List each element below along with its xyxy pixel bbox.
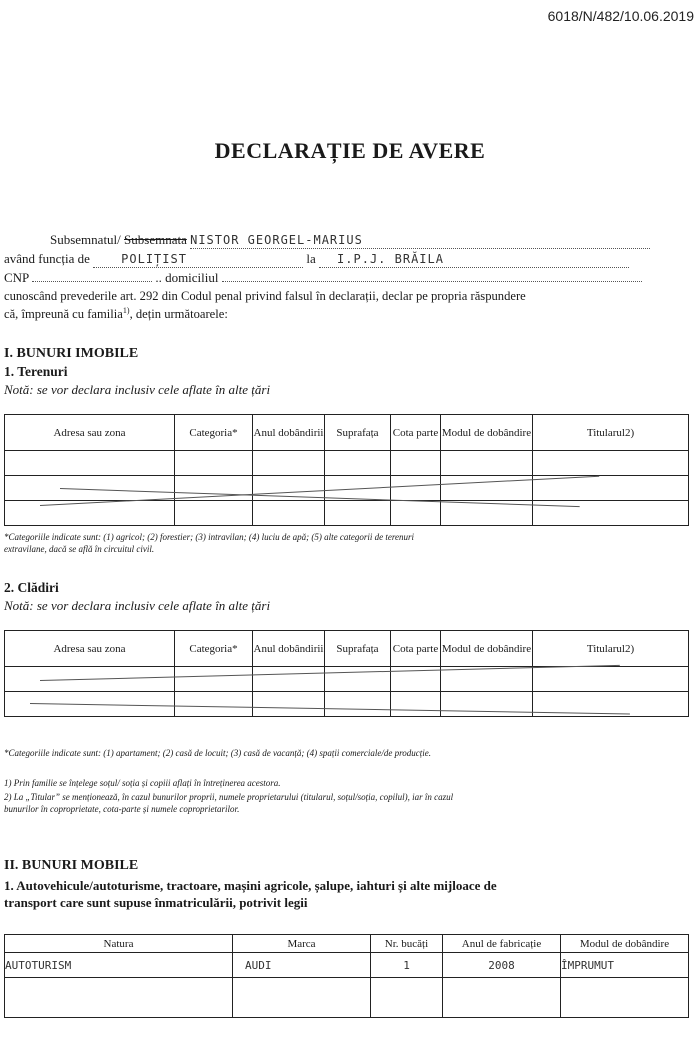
terenuri-header-row [5,415,689,451]
section-1-heading: I. BUNURI IMOBILE [4,346,139,361]
la-value: I.P.J. BRĂILA [337,252,444,266]
cladiri-note: Notă: se vor declara inclusiv cele aflate în alte țări [4,598,271,613]
intro-functia-line [4,251,629,268]
col-anul: Anul dobândirii [253,415,325,451]
an-fabricatie-cell: 2008 [443,953,561,978]
terenuri-footnote-1: *Categoriile indicate sunt: (1) agricol; (2) forestier; (3) intravilan; (4) luciu de apă; (5) alte categorii de terenuri [4,532,414,542]
la-field [319,251,629,268]
terenuri-heading: 1. Terenuri [4,364,68,379]
cladiri-header-row [5,631,689,667]
cladiri-footnote: *Categoriile indicate sunt: (1) apartament; (2) casă de locuit; (3) casă de vacanță; (4) spații comerciale/de producție. [4,748,431,758]
mod-dobandire-cell: ÎMPRUMUT [561,953,689,978]
subsemnatul-label: Subsemnatul/ [50,232,121,247]
name-value: NISTOR GEORGEL-MARIUS [190,233,363,247]
col-nr-bucati: Nr. bucăți [371,935,443,953]
col-suprafata: Suprafața [325,415,391,451]
domiciliul-field [222,281,642,282]
col-titularul: Titularul2) [533,631,689,667]
functia-field [93,251,303,268]
col-titularul: Titularul2) [533,415,689,451]
intro-text-line-2 [4,306,228,322]
marca-cell: AUDI [233,953,371,978]
table-row [5,501,689,526]
col-cota: Cota parte [391,415,441,451]
footnote-marker-1: 1) [122,306,130,315]
terenuri-footnote-2: extravilane, dacă se află în circuitul civil. [4,544,155,554]
col-suprafata: Suprafața [325,631,391,667]
intro-cnp-line [4,270,642,286]
table-row [5,978,689,1018]
functia-value: POLIȚIST [121,252,187,266]
section-2-heading: II. BUNURI MOBILE [4,858,139,873]
terenuri-note: Notă: se vor declara inclusiv cele aflate în alte țări [4,382,271,397]
intro-text-part: că, împreună cu familia [4,307,123,322]
col-anul: Anul dobândirii [253,631,325,667]
terenuri-table [4,414,689,526]
domiciliul-label: .. domiciliul [155,270,219,285]
col-categoria: Categoria* [175,415,253,451]
natura-cell: AUTOTURISM [5,953,233,978]
col-adresa: Adresa sau zona [5,415,175,451]
intro-text-end: , dețin următoarele: [129,307,228,322]
col-modul-dobandire: Modul de dobândire [561,935,689,953]
intro-text-line-1: cunoscând prevederile art. 292 din Codul penal privind falsul în declarații, declar pe propria răspundere [4,289,526,303]
col-modul: Modul de dobândire [441,631,533,667]
document-reference-number: 6018/N/482/10.06.2019 [547,8,694,24]
intro-name-line [50,232,650,249]
vehicles-header-row [5,935,689,953]
col-anul-fabricatie: Anul de fabricație [443,935,561,953]
col-modul: Modul de dobândire [441,415,533,451]
col-categoria: Categoria* [175,631,253,667]
col-natura: Natura [5,935,233,953]
cnp-label: CNP [4,270,29,285]
vehicles-heading-1: 1. Autovehicule/autoturisme, tractoare, mașini agricole, șalupe, iahturi și alte mijloace de [4,878,497,893]
table-row [5,451,689,476]
subsemnata-label: Subsemnata [124,232,187,247]
la-label: la [306,251,316,266]
functia-label: având funcția de [4,251,90,266]
family-footnote: 1) Prin familie se înțelege soțul/ soția și copiii aflați în întreținerea acestora. [4,778,281,788]
cnp-field [32,281,152,282]
titular-footnote-2: bunurilor în coproprietate, cota-parte și numele coproprietarilor. [4,804,240,814]
col-marca: Marca [233,935,371,953]
titular-footnote-1: 2) La „Titular” se menționează, în cazul bunurilor proprii, numele proprietarului (titularul, soțul/soția, copilul), iar în cazul [4,792,454,802]
nr-bucati-cell: 1 [371,953,443,978]
cladiri-heading: 2. Clădiri [4,580,59,595]
vehicles-table [4,934,689,1018]
name-field [190,232,650,249]
col-cota: Cota parte [391,631,441,667]
page-title: DECLARAȚIE DE AVERE [214,138,486,163]
vehicles-heading-2: transport care sunt supuse înmatriculării, potrivit legii [4,895,308,910]
table-row [5,953,689,978]
col-adresa: Adresa sau zona [5,631,175,667]
